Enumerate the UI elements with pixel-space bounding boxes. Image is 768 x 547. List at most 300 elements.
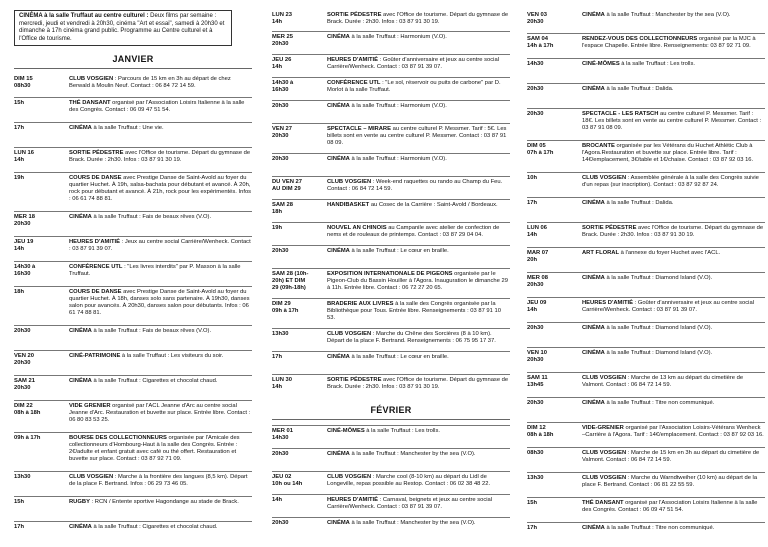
- event-title: CLUB VOSGIEN: [582, 175, 627, 181]
- event-entry: [527, 247, 765, 272]
- event-description: [327, 301, 510, 325]
- event-title: BOURSE DES COLLECTIONNEURS: [69, 434, 167, 441]
- event-details: : Marche de 15 km en 3h au départ du cimetière de Valmont. Contact : 06 84 72 14 59.: [582, 450, 760, 464]
- intro-body: Deux films par semaine : mercredi, jeudi et vendredi à 20h30, cinéma "Art et essai", samedi à 20h30 et dimanche à 17h cinéma grand public. Programme au Centre culturel et à l'Office de tourisme.: [19, 13, 225, 42]
- event-entry: [272, 245, 510, 268]
- event-title: CINÉMA: [327, 354, 350, 360]
- event-date: DIM 29 09h à 17h: [272, 301, 327, 325]
- event-details: à la salle Truffaut : Une vie.: [91, 124, 164, 131]
- event-details: : Assemblée générale à la salle des Congrès suivie d'un repas (sur inscription). Contact : 03 87 92 87 24.: [582, 175, 759, 189]
- event-date: 15h: [14, 100, 69, 119]
- event-details: à la salle Truffaut : Diamond Island (V.O).: [604, 350, 713, 356]
- event-details: : Marche à la frontière des langues (8,5 km). Départ de la place F. Bertrand. Infos : 06 29 73 46 05.: [69, 473, 248, 488]
- event-date: 14h30: [527, 61, 582, 80]
- event-entry: [14, 172, 252, 211]
- event-entry: [14, 432, 252, 471]
- event-details: : Week-end raquettes ou rando au Champ du Feu. Contact : 06 84 72 14 59.: [327, 179, 503, 193]
- event-date: 20h30: [527, 325, 582, 344]
- event-entry: [527, 322, 765, 347]
- event-title: SORTIE PÉDESTRE: [327, 12, 382, 18]
- event-title: HANDIBASKET: [327, 202, 370, 208]
- event-title: CINÉMA: [582, 350, 605, 356]
- event-description: [69, 403, 252, 429]
- event-date: 20h30: [272, 156, 327, 173]
- event-title: CINÉ-MÔMES: [327, 427, 365, 434]
- event-entry: [14, 236, 252, 261]
- event-entry: [527, 472, 765, 497]
- event-description: [327, 354, 510, 371]
- event-details: à la salle Truffaut : Manchester by the sea (V.O).: [349, 519, 476, 526]
- event-details: avec Prestige Danse de Saint-Avold au foyer du quartier Huchet. À 19h, salsa-bachata pour débutant et avancé. À 20h, rock pour débutant et avancé. À 21h, rock pour les expérimentés. Infos : 06 61 74 88 81.: [69, 174, 252, 203]
- event-description: [582, 200, 765, 219]
- event-description: [327, 474, 510, 491]
- column-left: [14, 10, 252, 546]
- event-details: à la salle Truffaut : Manchester by the sea (V.O).: [349, 450, 476, 457]
- column-right: [527, 10, 765, 547]
- event-title: CINÉMA: [69, 213, 92, 220]
- event-entry: [14, 471, 252, 496]
- event-title: HEURES D'AMITIÉ: [582, 300, 633, 306]
- event-title: CLUB VOSGIEN: [582, 475, 627, 481]
- event-details: : Goûter d'anniversaire et jeux au centre social Carrière/Wenheck. Contact : 03 87 91 39 07.: [582, 300, 754, 314]
- event-title: CONFÉRENCE UTL: [69, 263, 123, 270]
- event-description: [69, 435, 252, 468]
- event-date: VEN 10 20h30: [527, 350, 582, 369]
- event-title: SORTIE PÉDESTRE: [582, 225, 637, 231]
- event-entry: [14, 211, 252, 236]
- event-date: 20h30: [272, 103, 327, 120]
- event-description: [327, 34, 510, 51]
- event-details: organisé par l'Association Loisirs Italienne à la salle des Congrès. Contact : 06 09 47 51 54.: [582, 500, 758, 514]
- event-title: NOUVEL AN CHINOIS: [327, 225, 387, 231]
- event-description: [327, 57, 510, 74]
- event-description: [582, 250, 765, 269]
- event-entry: [272, 351, 510, 374]
- event-entry: [527, 272, 765, 297]
- event-date: VEN 27 20h30: [272, 126, 327, 150]
- event-description: [327, 179, 510, 196]
- event-date: 13h30: [14, 474, 69, 493]
- event-title: HEURES D'AMITIÉ: [327, 496, 378, 503]
- event-entry: [272, 100, 510, 123]
- month-heading-janvier: JANVIER: [14, 54, 252, 69]
- event-entry: [14, 261, 252, 286]
- event-details: au Cosec de la Carrière : Saint-Avold / Bordeaux.: [369, 202, 498, 208]
- event-details: avec l'Office de tourisme. Départ du gymnase de Brack. Durée : 2h30. Infos : 03 87 91 30 19.: [327, 12, 509, 26]
- event-details: à la salle Truffaut : Fais de beaux rêves (V.O).: [91, 327, 212, 334]
- event-entry: [272, 199, 510, 222]
- event-date: 13h30: [527, 475, 582, 494]
- event-title: COURS DE DANSE: [69, 288, 122, 295]
- event-date: 20h30: [527, 400, 582, 419]
- event-description: [327, 331, 510, 348]
- event-description: [69, 524, 252, 543]
- event-description: [327, 428, 510, 445]
- event-title: SORTIE PÉDESTRE: [69, 149, 124, 156]
- event-entry: [272, 54, 510, 77]
- event-description: [327, 497, 510, 514]
- event-title: CINÉMA: [582, 275, 605, 281]
- event-details: : Marche cool (8-10 km) au départ du Lidl de Longeville, repas possible au Restop. Contact : 06 02 38 48 22.: [327, 473, 491, 488]
- event-entry: [527, 197, 765, 222]
- event-description: [582, 225, 765, 244]
- event-date: 14h: [272, 497, 327, 514]
- event-title: THÉ DANSANT: [69, 99, 111, 106]
- event-title: ART FLORAL: [582, 250, 620, 256]
- event-details: organisé par l'Association Loisirs-Vétérans Wenheck –Carrière à l'Agora. Tarif : 14€/emplacement. Contact : 03 87 92 03 16.: [582, 425, 764, 439]
- event-description: [69, 239, 252, 258]
- event-date: MER 01 14h30: [272, 428, 327, 445]
- event-details: à la salle Truffaut : Le cœur en braille.: [349, 354, 449, 360]
- event-title: SPECTACLE – MIRARE: [327, 126, 391, 132]
- event-details: : "Le sol, réservoir ou puits de carbone" par D. Morlot à la salle Truffaut.: [327, 80, 501, 94]
- event-date: 10h: [527, 175, 582, 194]
- event-date: DIM 15 08h30: [14, 76, 69, 94]
- event-entry: [14, 286, 252, 325]
- event-entry: [14, 350, 252, 375]
- event-description: [582, 175, 765, 194]
- event-details: à la salle Truffaut : Diamond Island (V.O).: [604, 325, 713, 331]
- event-title: CINÉMA: [582, 12, 605, 18]
- event-date: DU VEN 27 AU DIM 29: [272, 179, 327, 196]
- event-date: 20h30: [272, 451, 327, 468]
- event-entry: [527, 58, 765, 83]
- event-details: : Marche de 13 km au départ du cimetière de Valmont. Contact : 06 84 72 14 59.: [582, 375, 744, 389]
- event-details: organisée par le Pigeon-Club du Bassin Houiller à l'Agora. Inauguration le dimanche 29 à 11h. Entrée libre. Contact : 06 72 27 20 65.: [327, 271, 508, 292]
- event-title: CINÉMA: [327, 450, 350, 457]
- event-details: avec l'Office de tourisme. Départ du gymnase de Brack. Durée : 2h30. Infos : 03 87 91 30 19.: [69, 149, 251, 164]
- event-date: DIM 22 08h à 18h: [14, 403, 69, 429]
- event-description: [327, 225, 510, 242]
- event-date: 17h: [527, 525, 582, 544]
- event-description: [582, 475, 765, 494]
- event-entry: [272, 494, 510, 517]
- event-date: 17h: [527, 200, 582, 219]
- event-details: : Carnaval, beignets et jeux au centre social Carrière/Wenheck. Contact : 03 87 91 39 07.: [327, 496, 493, 511]
- event-title: CLUB VOSGIEN: [327, 179, 372, 185]
- event-entry: [527, 140, 765, 172]
- event-description: [69, 264, 252, 283]
- event-title: CLUB VOSGIEN: [327, 331, 372, 337]
- event-entry: [14, 74, 252, 97]
- event-details: à la salle Truffaut : Les trolls.: [619, 61, 695, 67]
- event-entry: [14, 97, 252, 122]
- event-date: SAM 28 18h: [272, 202, 327, 219]
- event-entry: [272, 268, 510, 298]
- event-details: organisée par les Vétérans du Huchet Athlétic Club à l'Agora.Restauration et buvette sur place. Entrée libre. Tarif : 14€/emplacement, 3€/table et 1€/chaise. Contact : 03 87 92 03 16.: [582, 143, 754, 164]
- event-details: organisé par l'ACL Jeanne d'Arc au centre social Jeanne d'Arc. Restauration et buvette sur place. Entrée libre. Contact : 06 80 83 53 25.: [69, 402, 251, 424]
- event-date: LUN 16 14h: [14, 150, 69, 169]
- event-title: CINÉMA: [582, 400, 605, 406]
- event-description: [582, 36, 765, 55]
- event-date: 19h: [14, 175, 69, 208]
- event-title: CLUB VOSGIEN: [327, 473, 372, 480]
- event-entry: [272, 10, 510, 31]
- event-details: avec Prestige Danse de Saint-Avold au foyer du quartier Huchet. À 18h, danses solo sans partenaire. À 19h30, danses salon pour avancés. À 20h30, danses salon pour débutants. Infos : 06 61 74 88 81.: [69, 288, 250, 317]
- event-entry: [527, 522, 765, 547]
- event-description: [327, 80, 510, 97]
- event-date: 08h30: [527, 450, 582, 469]
- event-entry: [527, 422, 765, 447]
- events-list: [527, 10, 765, 547]
- event-title: CINÉMA: [327, 519, 350, 526]
- event-date: MAR 07 20h: [527, 250, 582, 269]
- event-entry: [272, 448, 510, 471]
- event-details: à la salle Truffaut : Manchester by the sea (V.O).: [604, 12, 731, 18]
- event-entry: [527, 372, 765, 397]
- event-description: [69, 150, 252, 169]
- event-title: HEURES D'AMITIÉ: [327, 57, 378, 63]
- event-details: à la salle Truffaut : Harmonium (V.O).: [349, 156, 447, 162]
- event-date: 18h: [14, 289, 69, 322]
- event-description: [69, 214, 252, 233]
- event-entry: [14, 147, 252, 172]
- event-date: 15h: [527, 500, 582, 519]
- column-middle: [272, 10, 510, 540]
- event-date: LUN 23 14h: [272, 12, 327, 28]
- event-details: au Campanile avec atelier de confection de nems et de rouleaux de printemps. Contact : 03 87 29 04 04.: [327, 225, 500, 239]
- event-title: VIDE-GRENIER: [582, 425, 624, 431]
- event-description: [327, 202, 510, 219]
- event-description: [582, 61, 765, 80]
- event-entry: [14, 325, 252, 350]
- event-entry: [272, 123, 510, 153]
- month-heading-fevrier: FÉVRIER: [272, 405, 510, 420]
- event-description: [69, 100, 252, 119]
- event-details: : Marche du Chêne des Sorcières (8 à 10 km). Départ de la place F. Bertrand. Renseignements : 06 75 95 17 37.: [327, 331, 496, 345]
- event-entry: [527, 447, 765, 472]
- event-date: JEU 26 14h: [272, 57, 327, 74]
- event-date: LUN 06 14h: [527, 225, 582, 244]
- event-details: à la salle Truffaut : Fais de beaux rêves (V.O).: [91, 213, 212, 220]
- event-date: SAM 21 20h30: [14, 378, 69, 397]
- event-description: [327, 103, 510, 120]
- event-details: organisée par l'Amicale des collectionneurs d'Hombourg-Haut à la salle des Congrès. Entrée : 2€/adulte et enfant gratuit avec café ou thé offert. Restauration et buvette sur place. Contact : 03 87 92 71 09.: [69, 434, 240, 463]
- event-details: : "Les livres interdits" par P. Masson à la salle Truffaut.: [69, 263, 241, 278]
- event-entry: [527, 347, 765, 372]
- event-title: CINÉMA: [582, 86, 605, 92]
- event-title: CINÉMA: [582, 200, 605, 206]
- event-entry: [272, 77, 510, 100]
- event-title: COURS DE DANSE: [69, 174, 122, 181]
- event-details: à la salle Truffaut : Cigarettes et chocolat chaud.: [91, 523, 218, 530]
- event-description: [69, 125, 252, 144]
- event-description: [327, 520, 510, 537]
- event-description: [69, 328, 252, 347]
- event-date: 14h30 à 16h30: [14, 264, 69, 283]
- event-details: à la salle Truffaut : Cigarettes et chocolat chaud.: [91, 377, 218, 384]
- event-details: à la salle Truffaut : Les trolls.: [364, 427, 440, 434]
- event-details: au centre culturel P. Messmer. Tarif : 5€. Les billets sont en vente au centre culturel P. Messmer. Contact : 03 87 91 08 09.: [327, 126, 507, 147]
- event-entry: [272, 471, 510, 494]
- event-date: VEN 03 20h30: [527, 12, 582, 30]
- event-title: RUGBY: [69, 498, 90, 505]
- event-description: [582, 525, 765, 544]
- events-list: [14, 74, 252, 546]
- event-entry: [14, 375, 252, 400]
- event-title: CLUB VOSGIEN: [582, 375, 627, 381]
- event-date: 17h: [14, 524, 69, 543]
- event-title: SPECTACLE - LES RATSCH: [582, 111, 659, 117]
- event-description: [582, 143, 765, 169]
- intro-title: CINÉMA à la salle Truffaut au centre culturel :: [19, 13, 149, 19]
- event-date: 14h30 à 16h30: [272, 80, 327, 97]
- event-date: 20h30: [527, 86, 582, 105]
- event-details: à la salle Truffaut : Les visiteurs du soir.: [120, 352, 224, 359]
- event-entry: [527, 33, 765, 58]
- event-description: [582, 325, 765, 344]
- event-details: à la salle Truffaut : Harmonium (V.O).: [349, 34, 447, 40]
- event-details: à la salle Truffaut : Dalida.: [604, 200, 674, 206]
- event-date: 20h30: [14, 328, 69, 347]
- event-entry: [527, 297, 765, 322]
- event-date: MER 25 20h30: [272, 34, 327, 51]
- event-title: CLUB VOSGIEN: [69, 473, 114, 480]
- event-title: CINÉ-MÔMES: [582, 61, 620, 67]
- event-entry: [272, 298, 510, 328]
- event-title: BRADERIE AUX LIVRES: [327, 301, 394, 307]
- event-title: CONFÉRENCE UTL: [327, 80, 381, 86]
- event-date: 17h: [272, 354, 327, 371]
- event-entry: [14, 400, 252, 432]
- event-details: à l'annexe du foyer Huchet avec l'ACL.: [619, 250, 721, 256]
- event-entry: [527, 83, 765, 108]
- event-date: MER 08 20h30: [527, 275, 582, 294]
- event-date: JEU 09 14h: [527, 300, 582, 319]
- event-description: [69, 289, 252, 322]
- event-entry: [272, 31, 510, 54]
- event-details: : Jeux au centre social Carrière/Wenheck. Contact : 03 87 91 39 07.: [69, 238, 251, 253]
- event-title: EXPOSITION INTERNATIONALE DE PIGEONS: [327, 271, 453, 277]
- event-entry: [14, 521, 252, 546]
- event-title: VIDE GRENIER: [69, 402, 111, 409]
- event-details: au centre culturel P. Messmer. Tarif : 18€. Les billets sont en vente au centre culturel P. Messmer. Contact : 03 87 91 08 09.: [582, 111, 762, 132]
- event-details: organisé par l'Association Loisirs Italienne à la salle des Congrès. Contact : 06 09 47 51 54.: [69, 99, 245, 114]
- event-description: [69, 353, 252, 372]
- event-entry: [272, 374, 510, 397]
- event-description: [69, 499, 252, 518]
- event-description: [327, 126, 510, 150]
- event-title: BROCANTE: [582, 143, 615, 149]
- event-title: CINÉMA: [327, 156, 350, 162]
- event-date: 15h: [14, 499, 69, 518]
- event-entry: [527, 10, 765, 33]
- event-description: [327, 156, 510, 173]
- event-details: : Goûter d'anniversaire et jeux au centre social Carrière/Wenheck. Contact : 03 87 91 39 07.: [327, 57, 499, 71]
- event-title: SORTIE PÉDESTRE: [327, 377, 382, 383]
- event-entry: [527, 108, 765, 140]
- event-description: [582, 350, 765, 369]
- event-description: [582, 12, 765, 30]
- event-date: SAM 28 (10h- 20h) ET DIM 29 (09h-18h): [272, 271, 327, 295]
- event-date: 20h30: [527, 111, 582, 137]
- event-title: THÉ DANSANT: [582, 500, 624, 506]
- event-description: [327, 271, 510, 295]
- event-title: CINÉMA: [582, 525, 605, 531]
- event-date: SAM 11 13h45: [527, 375, 582, 394]
- event-details: à la salle des Congrès organisée par la Bibliothèque pour Tous. Entrée libre. Renseignements : 03 87 91 10 53.: [327, 301, 501, 322]
- event-description: [327, 451, 510, 468]
- event-entry: [272, 328, 510, 351]
- event-description: [69, 76, 252, 94]
- event-description: [69, 378, 252, 397]
- event-details: : RCN / Entente sportive Hagondange au stade de Brack.: [89, 498, 239, 505]
- event-date: LUN 30 14h: [272, 377, 327, 394]
- event-details: : Marche du Warndtweiher (10 km) au départ de la place F. Bertrand. Contact : 06 81 22 55 59.: [582, 475, 758, 489]
- event-description: [327, 377, 510, 394]
- event-details: à la salle Truffaut : Titre non communiqué.: [604, 525, 715, 531]
- event-description: [582, 450, 765, 469]
- event-description: [582, 275, 765, 294]
- event-date: 09h à 17h: [14, 435, 69, 468]
- event-details: à la salle Truffaut : Le cœur en braille.: [349, 248, 449, 254]
- event-description: [582, 375, 765, 394]
- event-details: à la salle Truffaut : Dalida.: [604, 86, 674, 92]
- event-details: à la salle Truffaut : Harmonium (V.O).: [349, 103, 447, 109]
- event-date: JEU 19 14h: [14, 239, 69, 258]
- event-details: à la salle Truffaut : Diamond Island (V.O).: [604, 275, 713, 281]
- event-description: [582, 300, 765, 319]
- event-title: CINÉMA: [69, 523, 92, 530]
- event-description: [69, 474, 252, 493]
- event-details: : Parcours de 15 km en 3h au départ de chez Berwald à Moulin Neuf. Contact : 06 84 72 14 59.: [69, 75, 231, 90]
- event-title: CINÉMA: [327, 103, 350, 109]
- event-date: 17h: [14, 125, 69, 144]
- event-date: 20h30: [272, 248, 327, 265]
- event-details: organisé par la MJC à l'espace Chapelle. Entrée libre. Renseignements: 03 87 92 71 09.: [582, 36, 756, 50]
- event-date: MER 18 20h30: [14, 214, 69, 233]
- event-title: CINÉ-PATRIMOINE: [69, 352, 121, 359]
- event-entry: [14, 122, 252, 147]
- event-date: 19h: [272, 225, 327, 242]
- event-entry: [14, 496, 252, 521]
- event-title: CINÉMA: [69, 377, 92, 384]
- event-date: 20h30: [272, 520, 327, 537]
- event-title: CINÉMA: [582, 325, 605, 331]
- event-entry: [272, 425, 510, 448]
- event-description: [582, 400, 765, 419]
- event-details: avec l'Office de tourisme. Départ du gymnase de Brack. Durée : 2h30. Infos : 03 87 91 30 19.: [327, 377, 509, 391]
- event-date: VEN 20 20h30: [14, 353, 69, 372]
- event-title: CLUB VOSGIEN: [582, 450, 627, 456]
- event-description: [327, 12, 510, 28]
- event-description: [582, 111, 765, 137]
- event-details: à la salle Truffaut : Titre non communiqué.: [604, 400, 715, 406]
- event-description: [69, 175, 252, 208]
- event-title: RENDEZ-VOUS DES COLLECTIONNEURS: [582, 36, 698, 42]
- event-date: DIM 12 08h à 18h: [527, 425, 582, 444]
- event-description: [582, 86, 765, 105]
- event-title: CINÉMA: [327, 34, 350, 40]
- event-date: JEU 02 10h ou 14h: [272, 474, 327, 491]
- event-entry: [527, 497, 765, 522]
- event-entry: [527, 397, 765, 422]
- event-description: [327, 248, 510, 265]
- event-date: DIM 05 07h à 17h: [527, 143, 582, 169]
- event-entry: [527, 222, 765, 247]
- event-details: avec l'Office de tourisme. Départ du gymnase de Brack. Durée : 2h30. Infos : 03 87 91 30 19.: [582, 225, 764, 239]
- event-date: 13h30: [272, 331, 327, 348]
- event-title: HEURES D'AMITIÉ: [69, 238, 120, 245]
- events-list: [272, 10, 510, 540]
- event-description: [582, 425, 765, 444]
- event-title: CINÉMA: [69, 124, 92, 131]
- event-description: [582, 500, 765, 519]
- event-entry: [272, 176, 510, 199]
- cinema-intro-box: [14, 10, 232, 46]
- event-entry: [272, 222, 510, 245]
- event-entry: [527, 172, 765, 197]
